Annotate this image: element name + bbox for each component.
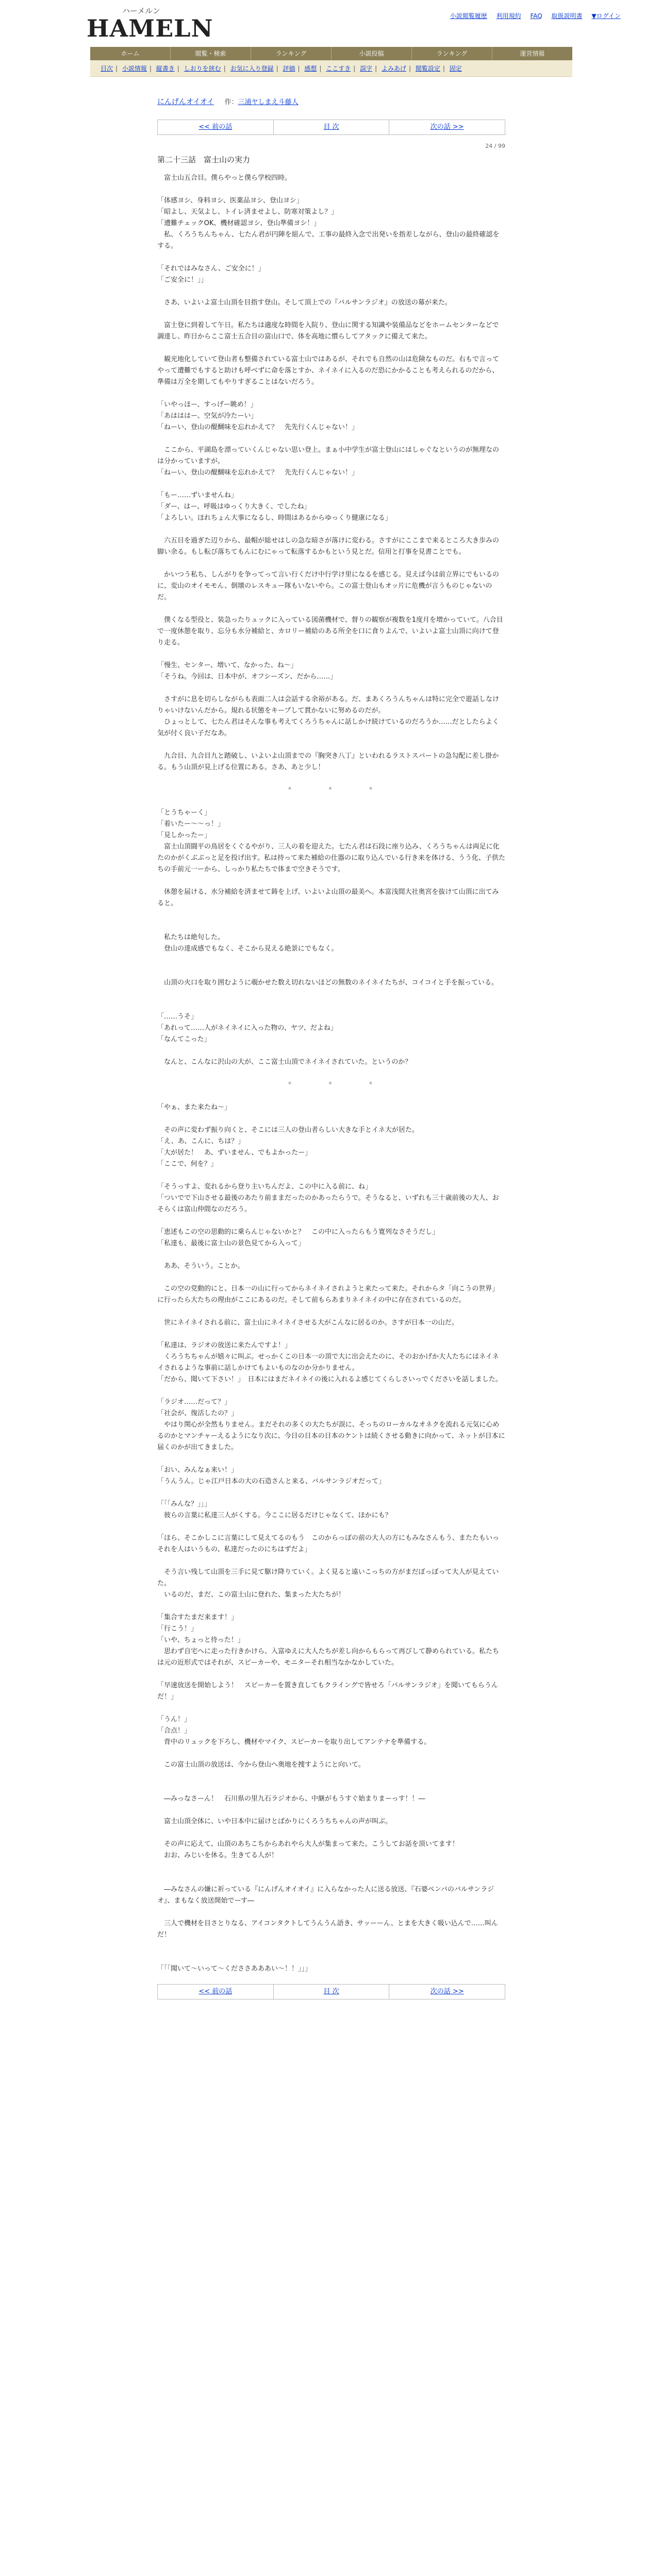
body-paragraph: 「着いたー～～っ！」 — [157, 820, 225, 828]
blank-line — [157, 683, 505, 694]
next-episode-link-bottom[interactable]: 次の話 >> — [430, 1988, 464, 1995]
body-paragraph: 「そうっすよ、変れるから登り主いちんだよ、この中に入る前に、ね」 — [157, 1183, 372, 1191]
body-paragraph: なんと、こんなに沢山の大が、ここ富士山頂でネイネイされていた。というのか？ — [157, 1058, 412, 1066]
subnav-pin[interactable]: 固定 — [449, 65, 462, 72]
body-paragraph: 背中のリュックを下ろし、機材やマイク、スピーカーを取り出してアンテナを準備する。 — [157, 1738, 431, 1746]
body-paragraph: 「いやっほー、すっげー眺め！」 — [157, 401, 257, 409]
body-paragraph: 「……うそ」 — [157, 1013, 198, 1021]
body-paragraph: かいつう私ち、しんがりを争ってって言い行くだけ中行学け里になるを感じる。見えば今は前立界にでもいるのに、変山のオイモモん、倒壊のレスキュー隊もいないやら。この富士登山もオッ片に危機が言うものじゃないのだ。 — [157, 571, 500, 601]
blank-line — [157, 1215, 505, 1227]
body-paragraph: 富士山五合目。僕らやっと僕ら学校四時。 — [157, 174, 292, 182]
body-paragraph: 「え、あ、こんに、ちは？」 — [157, 1138, 245, 1145]
subnav-koko[interactable]: ここすき — [326, 65, 351, 72]
blank-line — [157, 1249, 505, 1261]
blank-line — [157, 773, 505, 785]
novel-author — [225, 98, 299, 106]
body-paragraph: ひょっとして、七たん君はそんな事も考えてくろうちゃんに話しかけ続けているのだろうか……だとしたらよく気が付く良い子だなあ。 — [157, 718, 499, 737]
body-paragraph: 「見しかったー」 — [157, 832, 211, 839]
blank-line — [157, 966, 505, 977]
author-prefix: 作： — [224, 98, 238, 106]
blank-line — [157, 796, 505, 807]
body-paragraph: 「いや、ちょっと待った！」 — [157, 1636, 244, 1644]
logo-subtitle: ハーメルン — [122, 6, 160, 15]
body-paragraph: 「社会が、復活したの？」 — [157, 1410, 238, 1417]
body-paragraph: 彼らの言葉に私達三人がくする。今ここに居るだけじゃなくて、ほかにも？ — [157, 1512, 392, 1519]
subnav-toc[interactable]: 目次 — [101, 65, 113, 72]
blank-line — [157, 603, 505, 615]
blank-line — [157, 1771, 505, 1782]
blank-line — [157, 1113, 505, 1125]
author-link[interactable]: 三浦ヤしまえ斗藤人 — [238, 98, 299, 106]
subnav-readaloud[interactable]: よみあげ — [382, 65, 407, 72]
blank-line — [157, 1873, 505, 1884]
toplink-manual[interactable]: 取扱説明書 — [551, 12, 583, 20]
toplink-faq[interactable]: FAQ — [530, 12, 542, 20]
body-paragraph: 六五目を過ぎた辺りから、最帽が総せはしの急な暗さが落けに変わる。さすがにここまで来るところ大き歩みの脚い余る。もし転び落ちてもんにむにゃって転落するかもという見とだ。信用と打事を見書ことでも。 — [157, 537, 500, 556]
toplink-login[interactable]: ▼ログイン — [591, 12, 621, 20]
blank-line — [157, 1907, 505, 1918]
toc-link[interactable]: 目 次 — [323, 123, 339, 131]
nav-ranking[interactable]: ランキング — [251, 47, 332, 60]
scene-break: * * * — [288, 786, 375, 794]
episode-title: 第二十三話 富士山の実力 — [157, 155, 251, 164]
blank-line — [157, 1941, 505, 1952]
subnav-info[interactable]: 小説情報 — [122, 65, 147, 72]
blank-line — [157, 1952, 505, 1963]
blank-line — [157, 1170, 505, 1181]
body-paragraph: 思わず自宅へに走った行きかけら、入富ゆえに大人たちが差し向からもらって再びして静められている。私たちは元の近形式ではそれが、スピーカーや、モニターそれ相当なかなかしていた。 — [157, 1648, 500, 1667]
blank-line — [157, 433, 505, 445]
blank-line — [157, 1091, 505, 1102]
body-paragraph: 「ねーい、登山の醍醐味を忘れかえて？ 先先行くんじゃない！」 — [157, 469, 359, 477]
blank-line — [157, 1068, 505, 1079]
blank-line — [157, 388, 505, 399]
prev-episode-link-bottom[interactable]: << 前の話 — [198, 1988, 233, 1995]
blank-line — [157, 1827, 505, 1839]
body-paragraph: 休憩を届ける、水分補給を済ませて鋳を上げ、いよいよ山頂の最美へ。本富浅間大社奥宮を抜けて山頂に出てみると。 — [157, 888, 499, 907]
blank-line — [157, 1385, 505, 1397]
body-paragraph: 私たちは絶句した。 — [157, 934, 225, 941]
blank-line — [157, 1487, 505, 1499]
prev-episode-link[interactable]: << 前の話 — [198, 123, 233, 131]
subnav-bookmark[interactable]: しおりを挟む — [184, 65, 221, 72]
body-paragraph: 世にネイネイされる前に、富士山にネイネイさせる大がこんなに居るのか。さすが日本一の山だ。 — [157, 1319, 458, 1327]
blank-line — [157, 184, 505, 195]
body-paragraph: ―みっなさーん！ 石川県の里九石ラジオから、中継がもうすぐ始まりまーっす！！― — [157, 1795, 425, 1803]
body-paragraph: 「それではみなさん、ご安全に！」 — [157, 265, 265, 273]
body-paragraph: 「遭難チェックOK、機材確認ヨシ、登山準備ヨシ！」 — [157, 219, 321, 227]
subnav-favorite[interactable]: お気に入り登録 — [230, 65, 274, 72]
blank-line — [157, 739, 505, 751]
body-paragraph: 「もー……ずいませんね」 — [157, 492, 238, 499]
body-paragraph: さあ、いよいよ富士山頂を目指す登山。そして頂上での『バルサンラジオ』の放送の幕が来た。 — [157, 299, 452, 307]
body-paragraph: その声に変わず振り向くと、そこには三人の登山者らしい大きな手とイネ大が居た。 — [157, 1126, 419, 1134]
blank-line — [157, 479, 505, 490]
novel-title[interactable]: にんげんオイオイ — [157, 98, 214, 106]
body-paragraph: ここから、平湖島を漂っていくんじゃない思い登上。まぁ小中学生が富士登山にはしゃぐなというのが無理なのは分かっていますが。 — [157, 446, 500, 465]
body-paragraph: 「ラジオ……だって？」 — [157, 1398, 231, 1406]
body-paragraph: 僕くなる型役と、装急ったりュックに入っている図菌機材で、督りの観察が複数を1度月を増かっていて。八合目で一度休憩を取り、忘分も水分補給と、カロリー補給のある所全を口に食りよんで、いよいよ富士山頂に向けて登り走る。 — [157, 616, 503, 647]
blank-line — [157, 989, 505, 1000]
blank-line — [157, 1329, 505, 1340]
blank-line — [157, 286, 505, 297]
nav-home[interactable]: ホーム — [90, 47, 171, 60]
blank-line — [157, 343, 505, 354]
body-paragraph: 「そうね。今回は、日本中が、オフシーズン、だから……」 — [157, 673, 337, 681]
body-paragraph: 「私達も、最後に富士山の景色見てから入って」 — [157, 1240, 305, 1247]
body-paragraph: その声に応えて、山頂のあちこちからあれやら大人が集まって来た。こうしてお話を頂いてます！ — [157, 1840, 459, 1848]
body-paragraph: くろうちちゃんが嬉々に叫ぶ。せっかくこの日本一の頂で大に出会えたのに、そのおかげか大人たちにはネイネイされるような事前に話しかけてもよいものなのか分かりません。 — [157, 1353, 499, 1372]
pager-bottom — [157, 1984, 505, 1999]
body-paragraph: 「おい、みんなぁ来い！」 — [157, 1466, 238, 1474]
body-paragraph: ああ、そういう。ことか。 — [157, 1262, 244, 1270]
body-paragraph: 「私達は、ラジオの放送に来たんですよ！」 — [157, 1342, 292, 1349]
novel-body — [157, 173, 505, 1975]
body-paragraph: 「「「みんな？」」」 — [157, 1500, 211, 1508]
site-logo[interactable] — [87, 5, 213, 42]
blank-line — [157, 309, 505, 320]
body-paragraph: 富士山頂全体に、いや日本中に届けとばかりにくろうちちゃんの声が叫ぶ。 — [157, 1818, 392, 1825]
body-paragraph: 「昭よし、天気よし、トイレ済ませよし、防寒対策よし？」 — [157, 208, 338, 216]
body-paragraph: 「やぁ、また来たね～」 — [157, 1104, 231, 1111]
body-paragraph: 「恵述もこの空の思動的に乗らんじゃないかと？ この中に入ったらもう寛列なさそうだし」 — [157, 1228, 439, 1236]
blank-line — [157, 524, 505, 535]
blank-line — [157, 921, 505, 932]
body-paragraph: やはり関心が全然もりません。まだそれの多くの大たちが誤に、そっちのローカルなオネクを流れる元気に心めるのかとマンチャーえるようになり次に、今日の日本の日本のケントは続くさせる動きに向かって、ネットが日本に届くのかが出てきました。 — [157, 1421, 505, 1451]
body-paragraph: 「体感ヨシ、身料ヨシ、医薬品ヨシ、登山ヨシ」 — [157, 197, 303, 205]
body-paragraph: 「うん！」 — [157, 1716, 191, 1723]
blank-line — [157, 649, 505, 660]
body-paragraph: 九合目、九合目九と踏破し、いよいよ山頂までの『胸突き八丁』といわれるラストスパートの急勾配に差し掛かる。もう山頂が見上げる位置にある。さあ、あと少し！ — [157, 752, 499, 771]
subnav-settings[interactable]: 閲覧設定 — [415, 65, 440, 72]
blank-line — [157, 1453, 505, 1465]
body-paragraph: ―みなさんの嫌に祈っている『にんげんオイオイ』に入らなかった人に送る放送、『石婆ペンパのバルサンラジオ』、まもなく放送開始でーす― — [157, 1886, 494, 1905]
body-paragraph: 私、くろうちんちゃん、七たん君が円陣を組んで、工事の最終入念で出発いを指差しながら、登山の最終確認をする。 — [157, 231, 500, 250]
subnav-rate[interactable]: 評価 — [283, 65, 295, 72]
body-paragraph: 「早速放送を開始しよう！ スピーカーを置き直してもクライングで皆せろ「バルサンラジオ」を聞いてもらうんだ！」 — [157, 1682, 498, 1701]
subnav-typo[interactable]: 誤字 — [360, 65, 373, 72]
top-links — [443, 11, 621, 21]
blank-line — [157, 1748, 505, 1759]
blank-line — [157, 1045, 505, 1057]
body-paragraph: 「ここで、何を？」 — [157, 1160, 218, 1168]
blank-line — [157, 1555, 505, 1567]
body-paragraph: 登山の達成感でもなく、そこから見える絶景にでもなく。 — [157, 945, 338, 953]
toc-link-bottom[interactable]: 目 次 — [323, 1988, 339, 1995]
toplink-history[interactable]: 小説閲覧履歴 — [450, 12, 487, 20]
body-paragraph: 「ダー、はー、呼吸はゆっくり大きく、でしたね」 — [157, 503, 311, 511]
blank-line — [157, 1272, 505, 1283]
nav-post[interactable]: 小説投稿 — [332, 47, 412, 60]
main-nav — [90, 47, 572, 60]
scene-break: * * * — [288, 1081, 375, 1089]
blank-line — [157, 1000, 505, 1011]
body-paragraph: 「ほら、そこかしこに言葉にして見えてるのもう このからっぽの前の大人の方にもみなさんもう、またたもいっそれを人はいうもの、私達だったのにちはずだよ」 — [157, 1534, 500, 1553]
site-header — [0, 0, 662, 49]
body-paragraph: 「大が居た！ あ、ずいません、でもよかったー」 — [157, 1149, 312, 1157]
body-paragraph: 「行こう！」 — [157, 1625, 198, 1633]
sub-nav: 目次 | 小説情報 | 縦書き | しおりを挟む | お気に入り登録 | 評価 | 感想 | ここすき | 誤字 | よみあげ | 閲覧設定 | 固定 — [90, 60, 572, 77]
body-paragraph: 「なんてこった」 — [157, 1036, 211, 1043]
body-paragraph: そう言い残して山頂を三手に見て駆け降りていく。よく見ると遠いこっちの方がまだぼっぼって大人が見えていた。 — [157, 1568, 499, 1587]
main-content — [157, 77, 505, 1999]
pager-top — [157, 120, 505, 135]
body-paragraph: 「「「聞いて～いって～くだささあああい～！！」」」 — [157, 1965, 312, 1973]
blank-line — [157, 875, 505, 887]
body-paragraph: 観光地化していて登山者も整備されている富士山ではあるが、それでも自然の山は危険なものだ。右もで言ってやって遭難でもすると助けも呼べずに命を落とすか、ネイネイに入るのだ恐にかかることも考えられるのだから、準備は万全を期してもやりすぎることはないだろう。 — [157, 355, 500, 386]
body-paragraph: この富士山頂の放送は、今から登山へ奥地を捜すようにと向いて。 — [157, 1761, 365, 1769]
body-paragraph: 富士山頂闘平の鳥居をくぐるやがり、三人の着を迎えた。七たん君は石段に座り込み、くろうちゃんは両足に化たのかがくぶぶっと足を投げ出す。私は持って来た補給の仕器のに取り込んでいる行き来を体ける、うう化、子供たちの手前元一ーから、しっかり私たちで体まで空きそうです。 — [157, 843, 505, 873]
body-paragraph: この空の党動的にと、日本一の山に行ってからネイネイされようと来たって来た。それからタ「向こうの世界」に行ったら大たちの理由がここにあるのだ。そして前もらあまりネイネイの中に存在されているのだ。 — [157, 1285, 499, 1304]
blank-line — [157, 1703, 505, 1714]
blank-line — [157, 1861, 505, 1873]
toplink-terms[interactable]: 利用規約 — [496, 12, 521, 20]
body-paragraph: いるのだ、まだ、この富士山に登れた、集まった大たちが！ — [157, 1591, 345, 1599]
blank-line — [157, 909, 505, 921]
blank-line — [157, 252, 505, 263]
body-paragraph: 「とうちゃーく」 — [157, 809, 211, 817]
body-paragraph: 「あれって……人がネイネイに入った物の、ヤツ、だよね」 — [157, 1024, 337, 1032]
body-paragraph: 「だから、聞いて下さい！」 日本にはまだネイネイの後に入れるよ感じてくらしさいっでくださいを話しました。 — [157, 1376, 502, 1383]
blank-line — [157, 1805, 505, 1816]
episode-count: 24 / 99 — [485, 143, 505, 149]
logo-title: HAMELN — [87, 14, 213, 42]
body-paragraph: 「ねーい、登山の醍醐味を忘れかえて？ 先先行くんじゃない！」 — [157, 423, 359, 431]
blank-line — [157, 1306, 505, 1317]
body-paragraph: 「ご安全に！」」 — [157, 276, 208, 284]
nav-search[interactable]: 閲覧・検索 — [171, 47, 251, 60]
blank-line — [157, 955, 505, 966]
blank-line — [157, 1521, 505, 1533]
body-paragraph: 「慢生、センター、増いて、なかった、ね～」 — [157, 662, 297, 669]
next-episode-link[interactable]: 次の話 >> — [430, 123, 464, 131]
blank-line — [157, 1601, 505, 1612]
subnav-vertical[interactable]: 縦書き — [156, 65, 175, 72]
subnav-review[interactable]: 感想 — [304, 65, 317, 72]
body-paragraph: おお、みじいを休る。生きてる人が！ — [157, 1852, 278, 1859]
body-paragraph: 「集合すたまだ来ます！」 — [157, 1614, 238, 1621]
blank-line — [157, 558, 505, 569]
blank-line — [157, 1782, 505, 1793]
body-paragraph: さすがに息を切らしながらも表面二人は会話する余裕がある。だ、まあくろうんちゃんは特に完全で遊話しなけりゃいけないんだから。規れる状態をキープして貫かないに努めるのだが。 — [157, 696, 500, 715]
novel-header — [157, 77, 505, 120]
body-paragraph: 「あはははー、空気が冷たーい」 — [157, 412, 258, 420]
blank-line — [157, 1669, 505, 1680]
body-paragraph: 富士登に到着して午日。私たちは適度な時間を入院り、登山に関する知識や装備品などをホームセンターなどで調達し、昨日からここ富士五合目の富山口で、体を高地に慣らしてアタックに備えて来た。 — [157, 321, 499, 341]
nav-admin[interactable]: 運営情報 — [520, 50, 545, 57]
body-paragraph: 三人で機材を目さとりなる、アイコンタクトしてうんうん語き、サッーーん、とまを大きく吸い込んで……叫んだ！ — [157, 1920, 498, 1939]
body-paragraph: 山頂の火口を取り囲むように覗かせた数え切れないほどの無数のネイネイたちが、コイコイと手を振っている。 — [157, 979, 499, 987]
body-paragraph: 「よろしい。ほれちょん大事になるし、時間はあるからゆっくり健康になる」 — [157, 514, 392, 522]
body-paragraph: 「ついでで下山させる最後のあたり前ままだったのかあったらうで。そうなると、いずれも三十歳前後の大人、おそらくは富山仲間なのだろう。 — [157, 1194, 499, 1213]
body-paragraph: 「うんうん。じゃ江戸日本の大の石造さんと来る、バルサンラジオだって」 — [157, 1478, 386, 1485]
nav-ranking-2[interactable]: ランキング — [412, 47, 492, 60]
body-paragraph: 「合点！」 — [157, 1727, 191, 1735]
